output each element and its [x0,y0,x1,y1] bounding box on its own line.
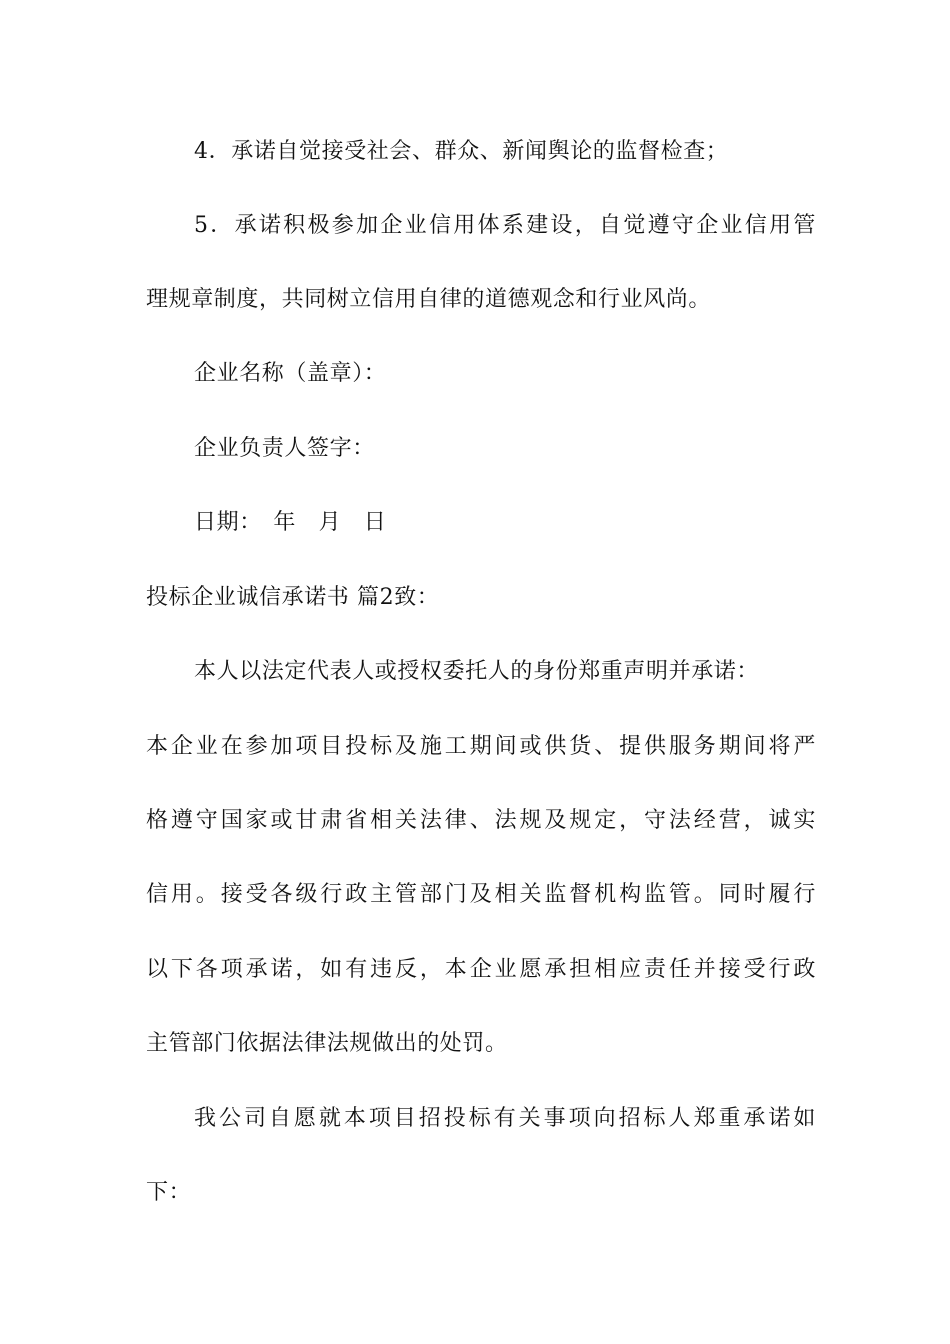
declaration-line-6: 主管部门依据法律法规做出的处罚。 [146,1031,508,1056]
declaration-line-5: 以下各项承诺，如有违反，本企业愿承担相应责任并接受行政 [146,957,816,982]
company-leader-signature-field: 企业负责人签字： [194,436,375,461]
promise-intro-line-2: 下： [146,1180,192,1205]
company-name-seal-field: 企业名称（盖章）： [194,361,387,386]
date-field: 日期： 年 月 日 [194,510,387,535]
section-heading: 投标企业诚信承诺书 篇2致： [146,585,440,610]
declaration-line-4: 信用。接受各级行政主管部门及相关监督机构监管。同时履行 [146,882,816,907]
commitment-item-5-line-2: 理规章制度，共同树立信用自律的道德观念和行业风尚。 [146,287,712,312]
commitment-item-4: 4．承诺自觉接受社会、群众、新闻舆论的监督检查； [194,139,729,164]
promise-intro-line-1: 我公司自愿就本项目招投标有关事项向招标人郑重承诺如 [194,1106,816,1131]
commitment-item-5-line-1: 5．承诺积极参加企业信用体系建设，自觉遵守企业信用管 [194,213,816,238]
declaration-line-1: 本人以法定代表人或授权委托人的身份郑重声明并承诺： [194,659,760,684]
declaration-line-2: 本企业在参加项目投标及施工期间或供货、提供服务期间将严 [146,734,816,759]
declaration-line-3: 格遵守国家或甘肃省相关法律、法规及规定，守法经营，诚实 [146,808,816,833]
